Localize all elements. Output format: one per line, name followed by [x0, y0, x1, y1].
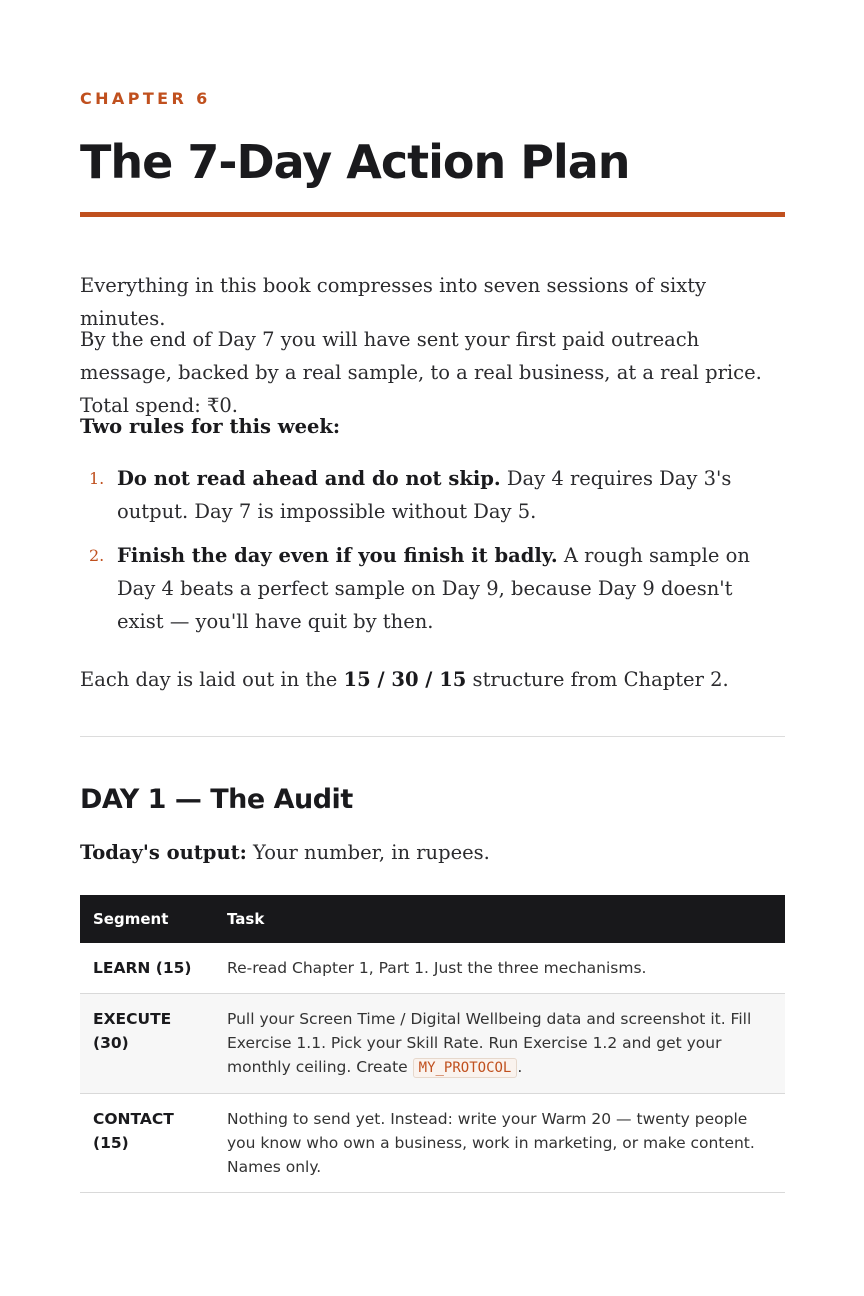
table-row	[80, 994, 785, 1094]
rule-text: A rough sample on Day 4 beats a perfect sample on Day 9, because Day 9 doesn't exist — you'll have quit by then.	[117, 544, 750, 633]
rules-heading: Two rules for this week:	[80, 415, 341, 438]
chapter-label: CHAPTER 6	[80, 89, 211, 108]
title-underline	[80, 212, 785, 217]
intro-paragraph-1: Everything in this book compresses into seven sessions of sixty minutes.	[80, 274, 707, 330]
output-label: Today's output:	[80, 841, 247, 864]
table-header-row	[80, 895, 785, 943]
table-row	[80, 943, 785, 994]
day-plan-table	[80, 895, 785, 1193]
task-text-end: .	[517, 1058, 523, 1076]
rule-bold: Do not read ahead and do not skip.	[117, 467, 501, 490]
day-output	[80, 836, 785, 869]
chapter-title: The 7-Day Action Plan	[80, 135, 630, 189]
structure-paragraph	[80, 663, 785, 696]
rule-number: 2.	[89, 546, 105, 565]
segment-cell: EXECUTE (30)	[80, 994, 214, 1094]
segment-cell: CONTACT (15)	[80, 1094, 214, 1193]
task-cell	[214, 994, 785, 1094]
rule-text: Day 4 requires Day 3's output. Day 7 is impossible without Day 5.	[117, 467, 732, 523]
structure-post: structure from Chapter 2.	[466, 668, 729, 691]
rule-number: 1.	[89, 469, 105, 488]
rule-bold: Finish the day even if you finish it badly.	[117, 544, 558, 567]
output-text: Your number, in rupees.	[246, 841, 490, 864]
header-segment: Segment	[80, 895, 214, 943]
section-divider	[80, 736, 785, 737]
rule-item	[80, 462, 785, 528]
rules-list	[80, 462, 785, 649]
header-task: Task	[214, 895, 785, 943]
structure-bold: 15 / 30 / 15	[343, 668, 467, 691]
segment-cell: LEARN (15)	[80, 943, 214, 994]
task-text: Pull your Screen Time / Digital Wellbeing data and screenshot it. Fill Exercise 1.1. Pick your Skill Rate. Run Exercise 1.2 and get your monthly ceiling. Create	[227, 1010, 752, 1076]
structure-pre: Each day is laid out in the	[80, 668, 344, 691]
intro-paragraph-2: By the end of Day 7 you will have sent your first paid outreach message, backed by a real sample, to a real business, at a real price. Total spend: ₹0.	[80, 328, 762, 417]
task-cell: Re-read Chapter 1, Part 1. Just the three mechanisms.	[214, 943, 785, 994]
table-row	[80, 1094, 785, 1193]
day-heading: DAY 1 — The Audit	[80, 784, 353, 815]
task-cell: Nothing to send yet. Instead: write your Warm 20 — twenty people you know who own a business, work in marketing, or make content. Names only.	[214, 1094, 785, 1193]
protocol-code-tag: MY_PROTOCOL	[413, 1058, 518, 1078]
rule-item	[80, 539, 785, 638]
